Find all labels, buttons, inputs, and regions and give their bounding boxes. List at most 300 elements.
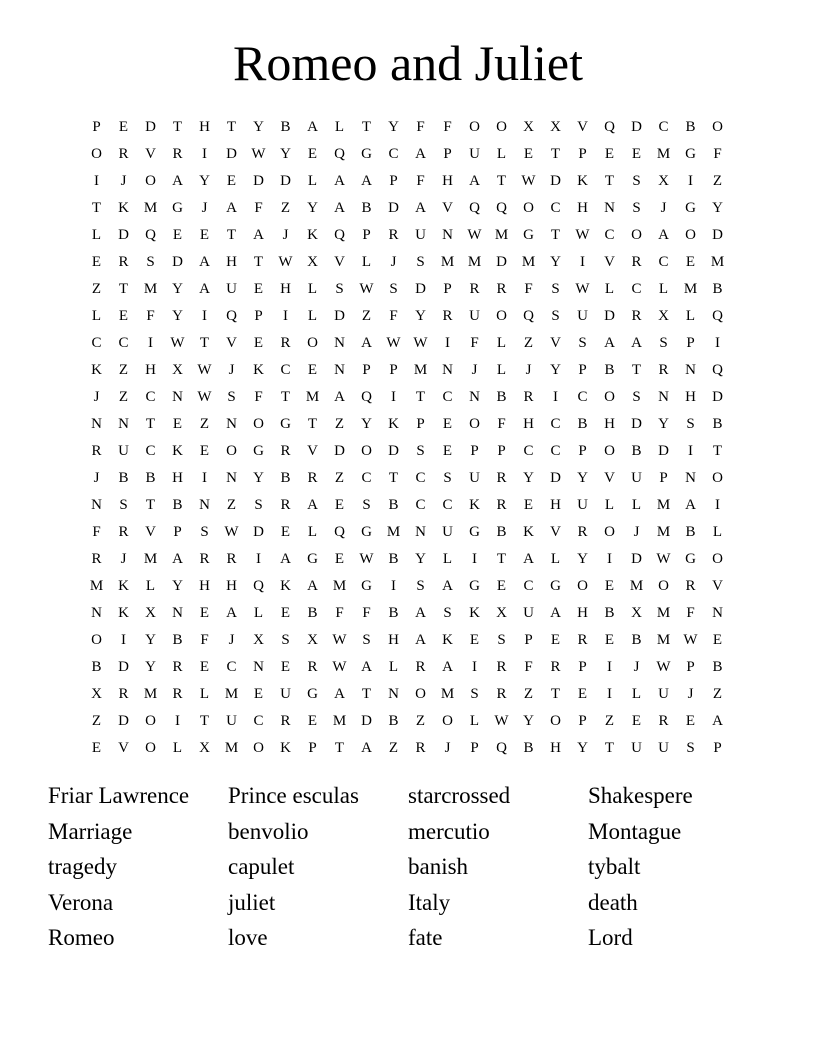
grid-letter: B [388,551,399,567]
grid-letter: R [523,389,534,405]
grid-letter: V [118,740,129,756]
grid-letter: C [658,254,669,270]
grid-letter: L [307,173,318,189]
grid-letter: T [253,254,264,270]
grid-letter: G [307,551,318,567]
grid-letter: K [253,362,264,378]
grid-letter: Q [334,227,345,243]
grid-letter: M [656,146,671,162]
grid-letter: G [280,416,291,432]
grid-letter: P [389,362,398,378]
grid-letter: L [712,524,723,540]
grid-letter: W [413,335,428,351]
grid-letter: M [683,281,698,297]
grid-letter: C [550,200,561,216]
grid-letter: P [173,524,182,540]
grid-letter: Z [199,416,210,432]
grid-letter: D [334,308,345,324]
grid-letter: W [278,254,293,270]
word-list [48,778,768,956]
grid-letter: O [604,443,615,459]
grid-letter: G [685,200,696,216]
word-list-item: Montague [588,818,682,844]
grid-letter: E [523,146,534,162]
grid-letter: U [658,740,669,756]
grid-letter: O [631,227,642,243]
grid-letter: I [607,659,612,675]
grid-letter: Z [415,713,426,729]
grid-letter: O [496,119,507,135]
grid-letter: W [656,659,671,675]
grid-letter: M [305,389,320,405]
word-list-item: tragedy [48,854,117,879]
grid-letter: L [496,146,507,162]
grid-letter: Z [91,281,102,297]
grid-letter: Q [496,200,507,216]
grid-letter: A [415,605,426,621]
grid-letter: H [388,632,399,648]
grid-letter: D [712,227,723,243]
grid-letter: Y [658,416,669,432]
grid-letter: N [685,362,696,378]
grid-letter: A [307,578,318,594]
grid-letter: L [604,497,615,513]
grid-letter: Y [172,578,183,594]
grid-letter: R [172,659,183,675]
grid-letter: N [91,497,102,513]
grid-letter: M [440,254,455,270]
grid-letter: R [307,659,318,675]
grid-letter: D [253,173,264,189]
grid-letter: A [226,200,237,216]
grid-letter: E [226,173,237,189]
grid-letter: L [388,659,399,675]
grid-letter: V [226,335,237,351]
grid-letter: F [389,308,398,324]
grid-letter: H [685,389,696,405]
word-list-item: banish [408,854,469,879]
grid-letter: N [469,389,480,405]
grid-letter: E [604,632,615,648]
grid-letter: R [280,713,291,729]
grid-letter: S [416,254,425,270]
grid-letter: J [120,173,127,189]
grid-letter: Z [712,686,723,702]
grid-letter: N [334,335,345,351]
grid-letter: M [143,281,158,297]
grid-letter: P [578,659,587,675]
grid-letter: C [145,443,156,459]
word-list-item: Romeo [48,925,115,950]
grid-letter: A [334,200,345,216]
grid-letter: R [118,254,129,270]
grid-letter: K [280,578,291,594]
word-list-item: juliet [228,889,276,915]
grid-letter: P [686,335,695,351]
word-list-item: death [588,889,638,915]
grid-letter: N [199,497,210,513]
grid-letter: Y [577,551,588,567]
grid-letter: H [550,497,561,513]
grid-letter: K [469,497,480,513]
grid-letter: O [577,578,588,594]
grid-letter: G [307,686,318,702]
grid-letter: C [658,119,669,135]
grid-letter: O [469,416,480,432]
grid-letter: S [416,443,425,459]
grid-letter: Q [604,119,615,135]
grid-letter: E [307,362,318,378]
grid-letter: A [442,659,453,675]
grid-letter: B [577,416,588,432]
word-list-item: capulet [228,854,295,879]
grid-letter: Y [577,740,588,756]
grid-letter: C [415,470,426,486]
grid-letter: R [118,146,129,162]
grid-letter: U [577,497,588,513]
grid-letter: C [361,470,372,486]
grid-letter: Z [118,362,129,378]
grid-letter: U [280,686,291,702]
grid-letter: U [118,443,129,459]
grid-letter: X [658,308,669,324]
grid-letter: F [524,281,533,297]
grid-letter: R [172,686,183,702]
grid-letter: Z [334,470,345,486]
grid-letter: R [550,659,561,675]
word-list-item: Friar Lawrence [48,783,190,808]
grid-letter: R [658,713,669,729]
grid-letter: E [199,227,210,243]
grid-letter: L [604,281,615,297]
grid-letter: L [631,497,642,513]
grid-letter: T [145,416,156,432]
grid-letter: C [226,659,237,675]
grid-letter: Q [334,146,345,162]
grid-letter: A [442,578,453,594]
grid-letter: R [415,659,426,675]
grid-letter: S [281,632,290,648]
grid-letter: D [631,551,642,567]
grid-letter: J [228,362,235,378]
grid-letter: Q [145,227,156,243]
grid-letter: L [469,713,480,729]
grid-letter: M [332,713,347,729]
grid-letter: K [91,362,102,378]
grid-letter: F [362,605,371,621]
grid-letter: O [496,308,507,324]
grid-letter: B [307,605,318,621]
grid-letter: M [494,227,509,243]
grid-letter: Z [604,713,615,729]
grid-letter: S [686,416,695,432]
grid-letter: X [307,254,318,270]
grid-letter: R [280,497,291,513]
grid-letter: Y [415,308,426,324]
grid-letter: F [416,173,425,189]
grid-letter: E [280,524,291,540]
grid-letter: L [496,335,507,351]
grid-letter: E [523,497,534,513]
grid-letter: Q [226,308,237,324]
grid-letter: D [172,254,183,270]
grid-letter: D [361,713,372,729]
grid-letter: Y [199,173,210,189]
grid-letter: B [118,470,129,486]
grid-letter: B [172,632,183,648]
grid-letter: N [172,389,183,405]
grid-letter: Z [388,740,399,756]
grid-letter: P [362,227,371,243]
grid-letter: X [523,119,534,135]
grid-letter: S [632,389,641,405]
grid-letter: O [415,686,426,702]
grid-letter: Y [550,362,561,378]
grid-letter: F [497,416,506,432]
grid-letter: E [685,713,696,729]
grid-letter: E [199,605,210,621]
grid-letter: Z [334,416,345,432]
grid-letter: J [471,362,478,378]
grid-letter: W [494,713,509,729]
grid-letter: J [120,551,127,567]
grid-letter: E [253,281,264,297]
grid-letter: I [715,497,720,513]
word-list-item: Shakespere [588,783,693,808]
grid-letter: O [307,335,318,351]
grid-letter: S [551,281,560,297]
grid-letter: J [633,659,640,675]
grid-letter: K [388,416,399,432]
grid-letter: S [578,335,587,351]
grid-letter: A [226,605,237,621]
grid-letter: S [146,254,155,270]
grid-letter: H [199,119,210,135]
grid-letter: S [659,335,668,351]
grid-letter: T [604,740,615,756]
grid-letter: P [470,740,479,756]
grid-letter: B [685,524,696,540]
grid-letter: I [445,335,450,351]
grid-letter: Q [334,524,345,540]
grid-letter: A [415,632,426,648]
grid-letter: T [631,362,642,378]
grid-letter: V [712,578,723,594]
grid-letter: Y [307,200,318,216]
grid-letter: E [91,254,102,270]
grid-letter: A [415,200,426,216]
grid-letter: Q [469,200,480,216]
grid-letter: R [226,551,237,567]
grid-letter: W [575,227,590,243]
grid-letter: L [307,524,318,540]
grid-letter: V [307,443,318,459]
grid-letter: A [307,497,318,513]
grid-letter: W [575,281,590,297]
grid-letter: W [197,362,212,378]
grid-letter: O [145,173,156,189]
grid-letter: O [658,578,669,594]
grid-letter: P [578,362,587,378]
grid-letter: O [685,227,696,243]
grid-letter: S [362,632,371,648]
grid-letter: Z [361,308,372,324]
grid-letter: Y [523,470,534,486]
grid-letter: H [550,740,561,756]
grid-letter: I [148,335,153,351]
grid-letter: S [335,281,344,297]
grid-letter: M [656,605,671,621]
grid-letter: Y [415,551,426,567]
grid-letter: U [226,713,237,729]
grid-letter: U [523,605,534,621]
grid-letter: Z [118,389,129,405]
grid-letter: B [388,497,399,513]
grid-letter: H [226,254,237,270]
grid-letter: C [523,443,534,459]
grid-letter: B [631,632,642,648]
grid-letter: S [632,173,641,189]
grid-letter: I [472,659,477,675]
grid-letter: S [389,281,398,297]
grid-letter: R [496,686,507,702]
grid-letter: P [524,632,533,648]
grid-letter: I [391,389,396,405]
grid-letter: F [254,200,263,216]
grid-letter: F [254,389,263,405]
grid-letter: T [361,119,372,135]
grid-letter: E [469,632,480,648]
grid-letter: V [604,470,615,486]
grid-letter: E [604,146,615,162]
grid-letter: L [91,227,102,243]
grid-letter: S [416,578,425,594]
word-list-item: fate [408,925,443,950]
grid-letter: O [253,740,264,756]
grid-letter: E [253,686,264,702]
grid-letter: D [253,524,264,540]
grid-letter: J [525,362,532,378]
grid-letter: I [283,308,288,324]
grid-letter: C [91,335,102,351]
grid-letter: E [280,605,291,621]
grid-letter: M [413,362,428,378]
grid-letter: O [361,443,372,459]
grid-letter: J [93,470,100,486]
grid-letter: K [577,173,588,189]
grid-letter: R [577,524,588,540]
grid-letter: E [631,146,642,162]
grid-letter: T [280,389,291,405]
grid-letter: S [686,740,695,756]
grid-letter: B [712,659,723,675]
grid-letter: N [685,470,696,486]
grid-letter: A [172,173,183,189]
grid-letter: S [362,497,371,513]
grid-letter: A [334,173,345,189]
grid-letter: E [577,686,588,702]
word-list-item: Marriage [48,818,133,844]
grid-letter: H [604,416,615,432]
grid-letter: D [145,119,156,135]
grid-letter: N [658,389,669,405]
grid-letter: A [658,227,669,243]
grid-letter: M [710,254,725,270]
grid-letter: R [685,578,696,594]
grid-letter: F [416,119,425,135]
grid-letter: X [253,632,264,648]
grid-letter: O [550,713,561,729]
grid-letter: B [496,389,507,405]
grid-letter: A [685,497,696,513]
grid-letter: D [415,281,426,297]
grid-letter: C [604,227,615,243]
grid-letter: Z [91,713,102,729]
grid-letter: D [226,146,237,162]
grid-letter: D [631,416,642,432]
grid-letter: G [550,578,561,594]
grid-letter: E [172,227,183,243]
grid-letter: G [469,578,480,594]
grid-letter: E [253,335,264,351]
grid-letter: Y [253,470,264,486]
grid-letter: M [143,200,158,216]
grid-letter: Q [712,362,723,378]
grid-letter: T [550,146,561,162]
grid-letter: N [442,227,453,243]
grid-letter: D [118,713,129,729]
grid-letter: C [631,281,642,297]
grid-letter: X [307,632,318,648]
grid-letter: B [496,524,507,540]
grid-letter: Q [253,578,264,594]
grid-letter: O [712,551,723,567]
grid-letter: A [604,335,615,351]
grid-letter: K [280,740,291,756]
grid-letter: Q [496,740,507,756]
word-list-item: Lord [588,925,633,950]
grid-letter: F [524,659,533,675]
grid-letter: C [550,443,561,459]
grid-letter: R [172,146,183,162]
grid-letter: M [332,578,347,594]
letter-grid [83,114,731,762]
grid-letter: V [145,146,156,162]
grid-letter: E [334,551,345,567]
grid-letter: B [91,659,102,675]
grid-letter: D [388,200,399,216]
word-list-item: starcrossed [408,783,511,808]
grid-letter: E [631,713,642,729]
grid-letter: O [712,470,723,486]
grid-letter: C [118,335,129,351]
grid-letter: K [442,632,453,648]
grid-letter: H [442,173,453,189]
grid-letter: V [550,524,561,540]
page-title: Romeo and Juliet [233,35,583,91]
word-list-item: Italy [408,889,451,915]
grid-letter: X [199,740,210,756]
grid-letter: H [199,578,210,594]
grid-letter: U [415,227,426,243]
grid-letter: A [253,227,264,243]
grid-letter: A [334,686,345,702]
grid-letter: C [415,497,426,513]
grid-letter: F [686,605,695,621]
grid-letter: Q [361,389,372,405]
grid-letter: T [334,740,345,756]
grid-letter: A [550,605,561,621]
